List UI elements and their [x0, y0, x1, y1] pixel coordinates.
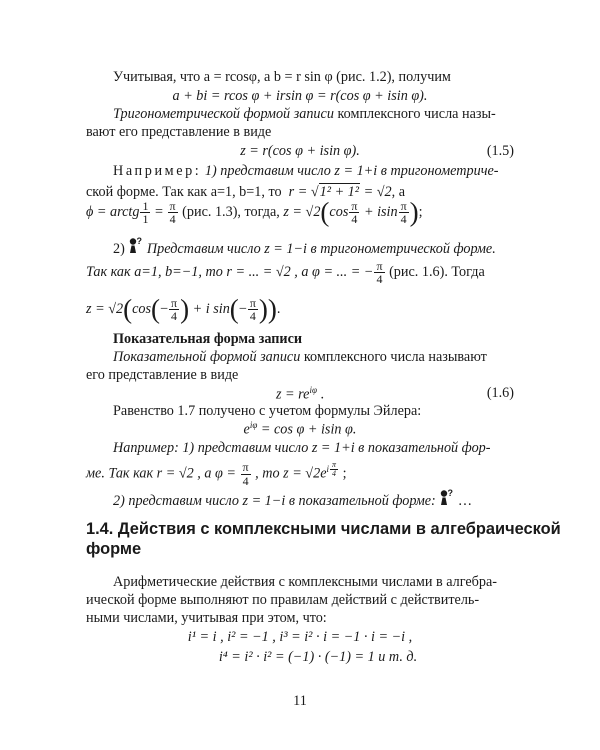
text-line: его представление в виде — [86, 367, 239, 383]
fraction: $\frac{1}{1}$ — [142, 198, 149, 227]
text-line: Тригонометрической формой записи комплексного числа назы- — [113, 106, 496, 122]
example-line: Например: 1) представим число z = 1+i в показательной фор- — [113, 440, 491, 456]
question-mark-hint-icon — [128, 237, 143, 258]
formula-line: a + bi = rcos φ + irsin φ = r(cos φ + isin φ). — [172, 88, 428, 104]
question-mark-hint-icon — [439, 489, 454, 510]
example-line: Например: 1) представим число z = 1+i в тригонометриче- — [113, 163, 499, 179]
text-line: Учитывая, что a = rcosφ, a b = r sin φ (рис. 1.2), получим — [113, 69, 451, 85]
text-line: ными числами, учитывая при этом, что: — [86, 610, 327, 626]
formula-powers-of-i: i⁴ = i² · i² = (−1) · (−1) = 1 и т. д. — [218, 649, 418, 665]
text-line: ической форме выполняют по правилам действий с действитель- — [86, 592, 480, 608]
equation-number: (1.5) — [486, 143, 514, 159]
example-line: ме. Так как r = √2 , а φ = $\frac{\pi}{4}$ , то $z = √2e^{i \frac{\pi}{4}}$ ; — [86, 460, 347, 488]
section-heading: 1.4. Действия с комплексными числами в алгебраической — [86, 520, 561, 538]
example-line: Так как a=1, b=−1, то r = ... = √2 , а φ = ... = − $\frac{\pi}{4}$ (рис. 1.6). Тогда — [86, 258, 485, 287]
formula-1-6: $z = re^{i\varphi}$ . — [275, 385, 325, 403]
euler-formula: $e^{i\varphi} = \cos \varphi + isin$ φ. — [243, 420, 357, 438]
equation-number: (1.6) — [486, 385, 514, 401]
page-number: 11 — [293, 693, 307, 709]
sqrt-expression: √1² + 1² — [310, 184, 360, 200]
formula-line: z = √2(cos(− $\frac{\pi}{4}$ ) + i sin(− $\frac{\pi}{4}$ )). — [86, 294, 281, 325]
example-line: 2) представим число z = 1−i в показательной форме: ? … — [113, 489, 473, 509]
example-line: 2) ? Представим число z = 1−i в тригонометрической форме. — [113, 237, 496, 257]
svg-text:?: ? — [447, 489, 454, 498]
section-subtitle: Показательная форма записи — [113, 331, 303, 347]
example-line: ской форме. Так как a=1, b=1, то r = √1² + 1² = √2, а — [86, 184, 406, 200]
text-line: Арифметические действия с комплексными числами в алгебра- — [113, 574, 497, 590]
text-line: Равенство 1.7 получено с учетом формулы Эйлера: — [113, 403, 422, 419]
formula-1-5: z = r(cos φ + isin φ). — [240, 143, 360, 159]
text-line: Показательной формой записи комплексного числа называют — [113, 349, 487, 365]
example-line: ϕ = arctg $\frac{1}{1}$ = $\frac{\pi}{4}$ (рис. 1.3), тогда, z = √2(cos $\frac{\pi}{4}$ + isin $\frac{\pi}{4}$ ); — [86, 197, 423, 228]
svg-text:?: ? — [136, 237, 143, 246]
fraction: $\frac{\pi}{4}$ — [169, 198, 176, 227]
text-line: вают его представление в виде — [86, 124, 272, 140]
formula-powers-of-i: i¹ = i , i² = −1 , i³ = i² · i = −1 · i = −i , — [187, 629, 413, 645]
exponent: i π 4 — [326, 460, 337, 479]
section-heading: форме — [86, 540, 142, 558]
